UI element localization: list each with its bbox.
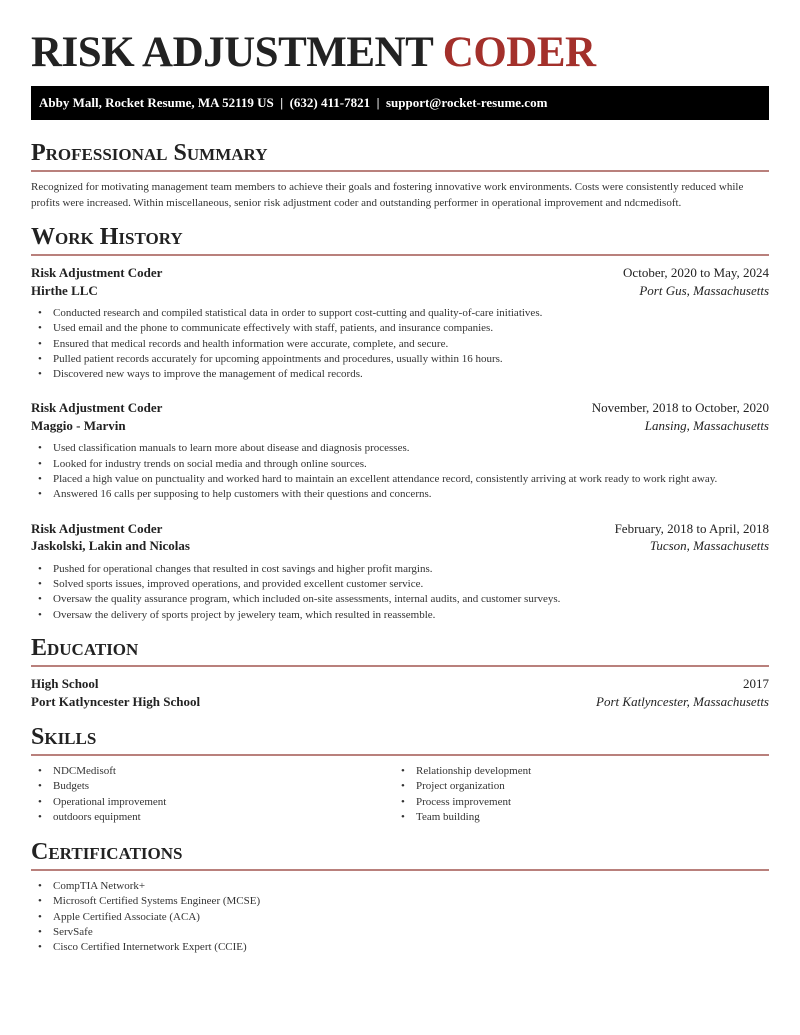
skill-item: • Project organization [394, 779, 757, 794]
summary-text: Recognized for motivating management team members to achieve their goals and fostering innovative work environments. Costs were consistently reduced while profits were increased. Within miscellaneous, senior risk adjustment coder and outstanding performer in operational improvement and ndcmedisoft. [31, 181, 744, 209]
skill-item: • Team building [394, 810, 757, 825]
job-dates: February, 2018 to April, 2018 [614, 520, 769, 536]
list-item: • Oversaw the delivery of sports project by jewelery team, which resulted in reassemble. [31, 608, 769, 623]
list-item: • Discovered new ways to improve the management of medical records. [31, 367, 769, 382]
certification-item: • Cisco Certified Internetwork Expert (CCIE) [31, 940, 769, 955]
list-item: • Placed a high value on punctuality and worked hard to maintain an excellent attendance record, consistently arriving at work ready to work right away. [31, 472, 769, 487]
job-title: Risk Adjustment Coder [31, 400, 163, 416]
job-dates: November, 2018 to October, 2020 [591, 400, 769, 416]
list-item: • Pushed for operational changes that resulted in cost savings and higher profit margins. [31, 562, 769, 577]
job-bullets [31, 306, 769, 382]
job-location: Lansing, Massachusetts [644, 417, 769, 433]
section-heading: Professional Summary [31, 138, 769, 172]
year: 2017 [743, 676, 769, 691]
skill-item: • NDCMedisoft [31, 764, 394, 779]
certifications-section [31, 837, 769, 955]
title-main: RISK ADJUSTMENT [31, 29, 433, 76]
list-item: • Pulled patient records accurately for upcoming appointments and procedures, usually within 16 hours. [31, 352, 769, 367]
skill-item: • Relationship development [394, 764, 757, 779]
job-header-row [31, 399, 769, 417]
education-section [31, 633, 769, 710]
school: Port Katlyncester High School [31, 693, 201, 709]
job-company-row [31, 417, 769, 435]
certifications-list [31, 879, 769, 955]
certification-item: • Apple Certified Associate (ACA) [31, 910, 769, 925]
certification-item: • ServSafe [31, 925, 769, 940]
education-row [31, 693, 769, 711]
company-name: Jaskolski, Lakin and Nicolas [31, 538, 190, 554]
list-item: • Used email and the phone to communicate effectively with staff, patients, and insurance companies. [31, 321, 769, 336]
list-item: • Looked for industry trends on social media and through online sources. [31, 457, 769, 472]
education-row [31, 675, 769, 693]
certification-item: • CompTIA Network+ [31, 879, 769, 894]
company-name: Maggio - Marvin [31, 417, 126, 433]
job-entry [31, 399, 769, 502]
job-location: Port Gus, Massachusetts [639, 282, 769, 298]
job-list [31, 264, 769, 623]
work-history-section [31, 222, 769, 640]
degree: High School [31, 676, 99, 691]
job-entry [31, 520, 769, 623]
section-heading: Work History [31, 222, 769, 256]
job-company-row [31, 537, 769, 555]
company-name: Hirthe LLC [31, 282, 98, 298]
skills-section [31, 722, 769, 825]
job-header-row [31, 264, 769, 282]
job-bullets [31, 562, 769, 623]
job-title: Risk Adjustment Coder [31, 520, 163, 536]
certification-item: • Microsoft Certified Systems Engineer (MCSE) [31, 894, 769, 909]
skill-item: • Budgets [31, 779, 394, 794]
job-title: Risk Adjustment Coder [31, 265, 163, 280]
school-location: Port Katlyncester, Massachusetts [596, 693, 769, 709]
skills-list-left [31, 764, 394, 825]
section-heading: Certifications [31, 837, 769, 871]
list-item: • Ensured that medical records and health information were accurate, complete, and secure. [31, 337, 769, 352]
list-item: • Answered 16 calls per supposing to help customers with their questions and concerns. [31, 487, 769, 502]
job-entry [31, 264, 769, 382]
skill-item: • outdoors equipment [31, 810, 394, 825]
section-heading: Education [31, 633, 769, 667]
job-company-row [31, 282, 769, 300]
skill-item: • Process improvement [394, 795, 757, 810]
contact-bar: Abby Mall, Rocket Resume, MA 52119 US | (632) 411-7821 | support@rocket-resume.com [31, 86, 769, 120]
resume-title [31, 28, 596, 77]
list-item: • Conducted research and compiled statistical data in order to support cost-cutting and quality-of-care initiatives. [31, 306, 769, 321]
job-bullets [31, 441, 769, 502]
job-header-row [31, 520, 769, 538]
title-accent: CODER [442, 29, 596, 76]
job-location: Tucson, Massachusetts [649, 538, 769, 554]
skill-item: • Operational improvement [31, 795, 394, 810]
list-item: • Solved sports issues, improved operations, and provided excellent customer service. [31, 577, 769, 592]
section-heading: Skills [31, 722, 769, 756]
list-item: • Used classification manuals to learn more about disease and diagnosis processes. [31, 441, 769, 456]
list-item: • Oversaw the quality assurance program, which included on-site assessments, internal audits, and customer surveys. [31, 592, 769, 607]
skills-columns [31, 764, 769, 825]
summary-section [31, 138, 769, 211]
skills-list-right [394, 764, 757, 825]
job-dates: October, 2020 to May, 2024 [623, 265, 769, 280]
